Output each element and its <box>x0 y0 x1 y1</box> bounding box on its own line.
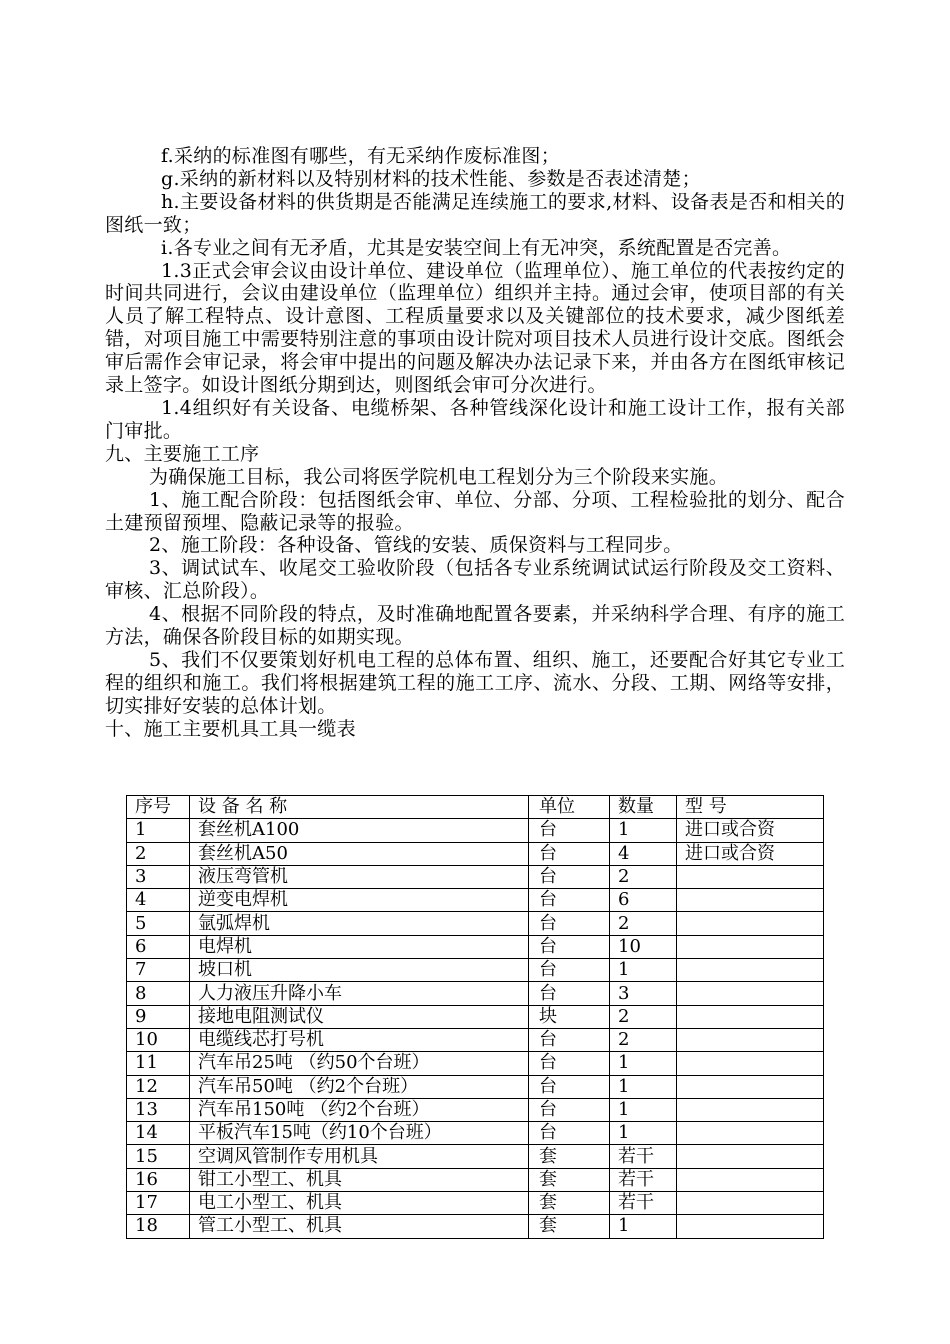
cell-index: 18 <box>127 1215 190 1238</box>
cell-quantity: 1 <box>610 1052 677 1075</box>
table-row <box>127 1098 824 1121</box>
cell-model <box>677 1192 824 1215</box>
cell-model <box>677 982 824 1005</box>
table-row <box>127 842 824 865</box>
cell-quantity: 若干 <box>610 1145 677 1168</box>
cell-equipment-name: 汽车吊25吨 （约50个台班） <box>190 1052 529 1075</box>
cell-equipment-name: 钳工小型工、机具 <box>190 1168 529 1191</box>
cell-unit: 台 <box>529 819 610 842</box>
table-row <box>127 889 824 912</box>
cell-index: 5 <box>127 912 190 935</box>
paragraph: g.采纳的新材料以及特别材料的技术性能、参数是否表述清楚； <box>161 167 701 190</box>
section-heading: 九、主要施工工序 <box>105 442 260 465</box>
cell-model <box>677 1075 824 1098</box>
table-row <box>127 1005 824 1028</box>
cell-quantity: 3 <box>610 982 677 1005</box>
cell-equipment-name: 坡口机 <box>190 959 529 982</box>
cell-quantity: 1 <box>610 1098 677 1121</box>
cell-equipment-name: 电焊机 <box>190 935 529 958</box>
equipment-table <box>126 795 824 1239</box>
cell-equipment-name: 人力液压升降小车 <box>190 982 529 1005</box>
cell-quantity: 若干 <box>610 1192 677 1215</box>
cell-quantity: 1 <box>610 959 677 982</box>
cell-equipment-name: 平板汽车15吨（约10个台班） <box>190 1122 529 1145</box>
cell-unit: 块 <box>529 1005 610 1028</box>
table-row <box>127 982 824 1005</box>
header-quantity: 数量 <box>610 796 677 819</box>
header-index: 序号 <box>127 796 190 819</box>
cell-equipment-name: 汽车吊50吨 （约2个台班） <box>190 1075 529 1098</box>
cell-equipment-name: 电缆线芯打号机 <box>190 1028 529 1051</box>
cell-model <box>677 959 824 982</box>
table-row <box>127 1168 824 1191</box>
cell-equipment-name: 电工小型工、机具 <box>190 1192 529 1215</box>
cell-unit: 台 <box>529 982 610 1005</box>
paragraph: i.各专业之间有无矛盾，尤其是安装空间上有无冲突，系统配置是否完善。 <box>161 236 792 259</box>
table-row <box>127 912 824 935</box>
cell-equipment-name: 汽车吊150吨 （约2个台班） <box>190 1098 529 1121</box>
table-row <box>127 1028 824 1051</box>
cell-index: 14 <box>127 1122 190 1145</box>
cell-index: 8 <box>127 982 190 1005</box>
cell-model <box>677 1005 824 1028</box>
paragraph: 1.4组织好有关设备、电缆桥架、各种管线深化设计和施工设计工作，报有关部门审批。 <box>105 396 845 442</box>
cell-quantity: 1 <box>610 1075 677 1098</box>
cell-model <box>677 1098 824 1121</box>
cell-index: 11 <box>127 1052 190 1075</box>
table-row <box>127 959 824 982</box>
body-text <box>105 145 845 741</box>
paragraph: 3、调试试车、收尾交工验收阶段（包括各专业系统调试试运行阶段及交工资料、审核、汇总阶段）。 <box>105 557 845 603</box>
cell-index: 12 <box>127 1075 190 1098</box>
cell-quantity: 10 <box>610 935 677 958</box>
table-header-row <box>127 796 824 819</box>
header-equipment-name: 设 备 名 称 <box>190 796 529 819</box>
cell-index: 16 <box>127 1168 190 1191</box>
cell-quantity: 2 <box>610 1005 677 1028</box>
table-row <box>127 1145 824 1168</box>
cell-unit: 套 <box>529 1215 610 1238</box>
paragraph: h.主要设备材料的供货期是否能满足连续施工的要求,材料、设备表是否和相关的图纸一致； <box>105 190 845 236</box>
cell-equipment-name: 氩弧焊机 <box>190 912 529 935</box>
cell-quantity: 4 <box>610 842 677 865</box>
cell-unit: 台 <box>529 912 610 935</box>
cell-quantity: 2 <box>610 865 677 888</box>
paragraph: f.采纳的标准图有哪些，有无采纳作废标准图； <box>161 145 560 167</box>
cell-unit: 台 <box>529 1052 610 1075</box>
cell-equipment-name: 空调风管制作专用机具 <box>190 1145 529 1168</box>
cell-model: 进口或合资 <box>677 819 824 842</box>
cell-unit: 台 <box>529 1098 610 1121</box>
cell-quantity: 6 <box>610 889 677 912</box>
cell-unit: 台 <box>529 1122 610 1145</box>
cell-index: 9 <box>127 1005 190 1028</box>
cell-unit: 台 <box>529 842 610 865</box>
cell-index: 4 <box>127 889 190 912</box>
cell-quantity: 1 <box>610 1215 677 1238</box>
cell-index: 1 <box>127 819 190 842</box>
cell-equipment-name: 套丝机A50 <box>190 842 529 865</box>
cell-model <box>677 1168 824 1191</box>
cell-equipment-name: 逆变电焊机 <box>190 889 529 912</box>
cell-quantity: 1 <box>610 819 677 842</box>
cell-unit: 台 <box>529 959 610 982</box>
cell-model <box>677 1122 824 1145</box>
cell-model <box>677 935 824 958</box>
cell-equipment-name: 液压弯管机 <box>190 865 529 888</box>
table-row <box>127 819 824 842</box>
cell-unit: 套 <box>529 1192 610 1215</box>
cell-unit: 套 <box>529 1145 610 1168</box>
section-heading: 十、施工主要机具工具一缆表 <box>105 717 356 740</box>
paragraph: 5、我们不仅要策划好机电工程的总体布置、组织、施工，还要配合好其它专业工程的组织和施工。我们将根据建筑工程的施工工序、流水、分段、工期、网络等安排，切实排好安装的总体计划。 <box>105 648 845 717</box>
header-model: 型 号 <box>677 796 824 819</box>
cell-index: 2 <box>127 842 190 865</box>
table-row <box>127 1122 824 1145</box>
cell-quantity: 2 <box>610 912 677 935</box>
table-row <box>127 1075 824 1098</box>
table-row <box>127 1192 824 1215</box>
paragraph: 1.3正式会审会议由设计单位、建设单位（监理单位）、施工单位的代表按约定的时间共同进行，会议由建设单位（监理单位）组织并主持。通过会审，使项目部的有关人员了解工程特点、设计意图、工程质量要求以及关键部位的技术要求，减少图纸差错，对项目施工中需要特别注意的事项由设计院对项目技术人员进行设计交底。图纸会审后需作会审记录，将会审中提出的问题及解决办法记录下来，并由各方在图纸审核记录上签字。如设计图纸分期到达，则图纸会审可分次进行。 <box>105 259 845 397</box>
cell-model <box>677 1028 824 1051</box>
cell-quantity: 2 <box>610 1028 677 1051</box>
cell-unit: 台 <box>529 1028 610 1051</box>
cell-index: 10 <box>127 1028 190 1051</box>
table-row <box>127 865 824 888</box>
cell-quantity: 若干 <box>610 1168 677 1191</box>
cell-model <box>677 1215 824 1238</box>
cell-quantity: 1 <box>610 1122 677 1145</box>
cell-model <box>677 912 824 935</box>
cell-unit: 台 <box>529 935 610 958</box>
cell-model <box>677 889 824 912</box>
cell-unit: 台 <box>529 1075 610 1098</box>
table-row <box>127 935 824 958</box>
cell-index: 13 <box>127 1098 190 1121</box>
cell-unit: 台 <box>529 889 610 912</box>
table-row <box>127 1052 824 1075</box>
paragraph: 2、施工阶段：各种设备、管线的安装、质保资料与工程同步。 <box>149 534 683 557</box>
table-body <box>127 819 824 1238</box>
cell-model <box>677 1145 824 1168</box>
cell-model <box>677 865 824 888</box>
cell-model: 进口或合资 <box>677 842 824 865</box>
cell-equipment-name: 管工小型工、机具 <box>190 1215 529 1238</box>
cell-unit: 台 <box>529 865 610 888</box>
cell-index: 17 <box>127 1192 190 1215</box>
paragraph: 4、根据不同阶段的特点，及时准确地配置各要素，并采纳科学合理、有序的施工方法，确保各阶段目标的如期实现。 <box>105 603 845 649</box>
header-unit: 单位 <box>529 796 610 819</box>
paragraph: 为确保施工目标，我公司将医学院机电工程划分为三个阶段来实施。 <box>149 465 729 488</box>
table-row <box>127 1215 824 1238</box>
cell-model <box>677 1052 824 1075</box>
cell-equipment-name: 套丝机A100 <box>190 819 529 842</box>
cell-index: 3 <box>127 865 190 888</box>
cell-equipment-name: 接地电阻测试仪 <box>190 1005 529 1028</box>
cell-index: 6 <box>127 935 190 958</box>
paragraph: 1、施工配合阶段：包括图纸会审、单位、分部、分项、工程检验批的划分、配合土建预留预埋、隐蔽记录等的报验。 <box>105 488 845 534</box>
cell-index: 15 <box>127 1145 190 1168</box>
cell-index: 7 <box>127 959 190 982</box>
cell-unit: 套 <box>529 1168 610 1191</box>
